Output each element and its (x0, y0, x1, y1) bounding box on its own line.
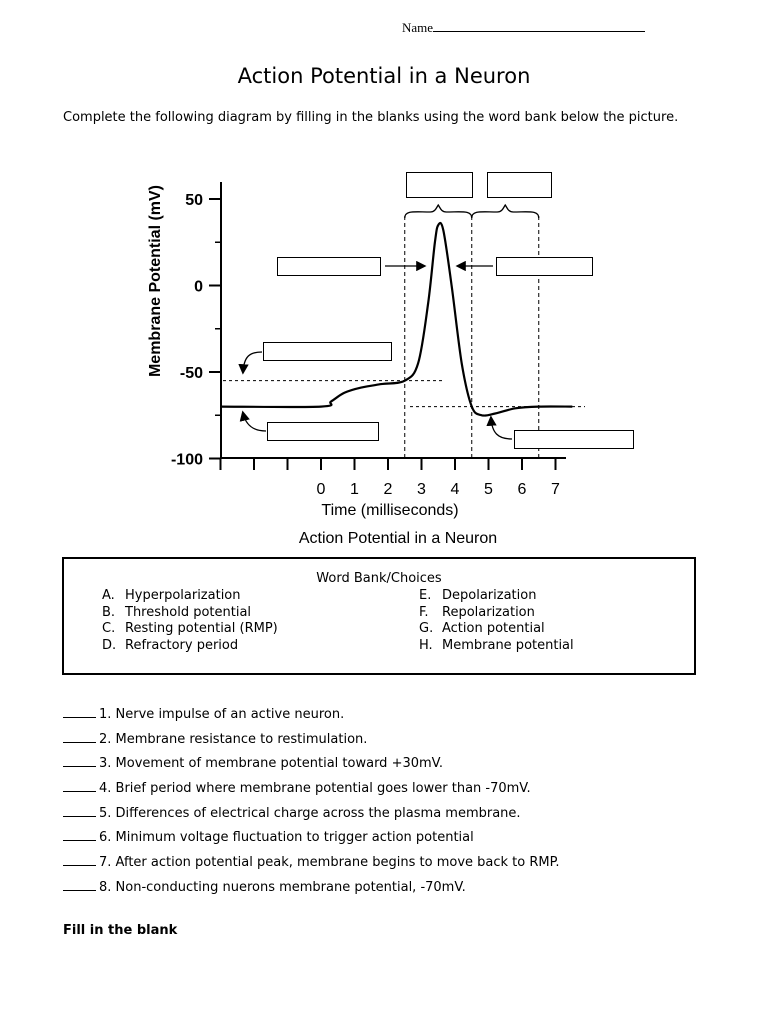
y-tick-label: -50 (179, 365, 203, 382)
answer-blank[interactable] (63, 755, 96, 767)
chart-axes (221, 182, 566, 458)
answer-box-3[interactable] (277, 257, 381, 276)
question-item: 8. Non-conducting nuerons membrane potential, -70mV. (63, 879, 560, 904)
question-item: 7. After action potential peak, membrane begins to move back to RMP. (63, 854, 560, 879)
word-bank-right (419, 588, 574, 655)
section-heading: Fill in the blank (63, 923, 178, 938)
question-item: 2. Membrane resistance to restimulation. (63, 731, 560, 756)
x-tick-label: 7 (551, 481, 560, 498)
answer-box-7[interactable] (514, 430, 634, 449)
y-axis-label: Membrane Potential (mV) (147, 184, 164, 378)
word-bank-item: H. Membrane potential (419, 638, 574, 654)
answer-box-2[interactable] (487, 172, 552, 198)
answer-blank[interactable] (63, 706, 96, 718)
word-bank (62, 557, 696, 675)
question-list (63, 706, 560, 904)
x-tick-label: 2 (383, 481, 393, 498)
arrow-threshold (243, 352, 262, 372)
x-tick-label: 0 (316, 481, 326, 498)
word-bank-title: Word Bank/Choices (316, 571, 442, 586)
word-bank-left (102, 588, 278, 655)
answer-blank[interactable] (63, 731, 96, 743)
answer-blank[interactable] (63, 854, 96, 866)
answer-box-5[interactable] (263, 342, 392, 361)
membrane-potential-curve (221, 223, 573, 416)
answer-blank[interactable] (63, 780, 96, 792)
brace-depolarization-period (405, 205, 472, 218)
word-bank-item: B. Threshold potential (102, 604, 252, 620)
question-item: 3. Movement of membrane potential toward +30mV. (63, 755, 560, 780)
x-axis-label: Time (milliseconds) (321, 502, 459, 519)
answer-box-4[interactable] (496, 257, 593, 276)
y-tick-label: 50 (185, 192, 203, 209)
word-bank-item: E. Depolarization (419, 588, 537, 603)
answer-box-1[interactable] (406, 172, 473, 198)
x-tick-label: 4 (450, 481, 460, 498)
page-title: Action Potential in a Neuron (237, 64, 531, 88)
question-item: 6. Minimum voltage fluctuation to trigger action potential (63, 829, 560, 854)
x-tick-label: 1 (350, 481, 359, 498)
word-bank-item: G. Action potential (419, 621, 545, 637)
question-item: 1. Nerve impulse of an active neuron. (63, 706, 560, 731)
question-item: 5. Differences of electrical charge across the plasma membrane. (63, 805, 560, 830)
arrow-resting (243, 413, 266, 431)
x-tick-label: 6 (517, 481, 527, 498)
question-item: 4. Brief period where membrane potential goes lower than -70mV. (63, 780, 560, 805)
chart-annotations (243, 205, 539, 439)
answer-blank[interactable] (63, 879, 96, 891)
word-bank-item: C. Resting potential (RMP) (102, 621, 278, 637)
y-tick-label: 0 (194, 278, 203, 296)
brace-refractory-period (472, 205, 539, 218)
name-blank[interactable] (433, 20, 645, 32)
answer-box-6[interactable] (267, 422, 379, 441)
x-tick-label: 5 (484, 481, 493, 498)
word-bank-item: A. Hyperpolarization (102, 588, 241, 603)
instructions: Complete the following diagram by filling in the blanks using the word bank below the picture. (63, 110, 679, 125)
name-field (402, 20, 645, 36)
answer-blank[interactable] (63, 805, 96, 817)
word-bank-item: F. Repolarization (419, 604, 535, 620)
answer-blank[interactable] (63, 829, 96, 841)
arrow-hyperpolarization (491, 418, 512, 439)
chart-title: Action Potential in a Neuron (298, 530, 498, 547)
word-bank-item: D. Refractory period (102, 638, 239, 654)
x-tick-label: 3 (417, 481, 426, 498)
name-label: Name (402, 20, 434, 35)
y-tick-label: -100 (170, 451, 203, 469)
